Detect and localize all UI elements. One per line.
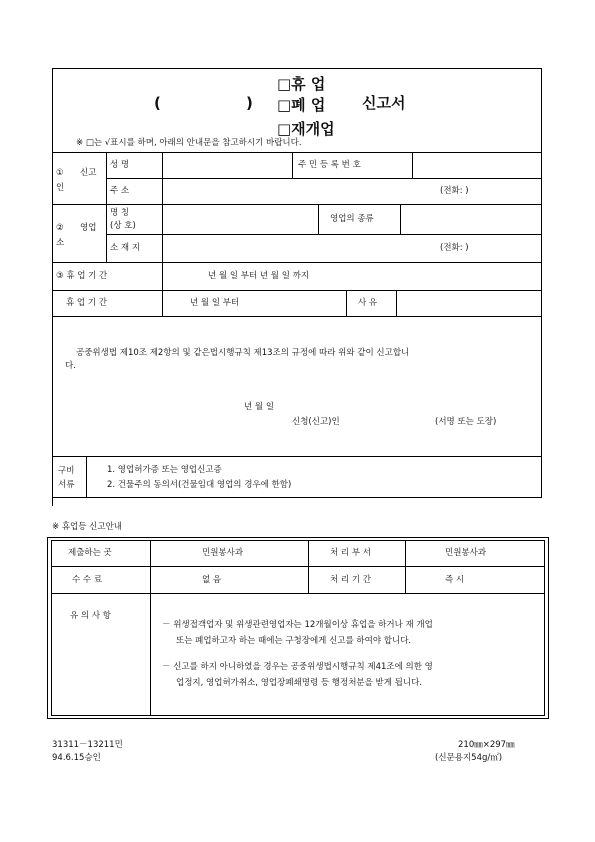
form-title: 신고서 <box>362 94 406 112</box>
business-phone: (전화: ) <box>440 243 469 253</box>
title-paren-close: ) <box>246 94 253 112</box>
period-row2-label: 휴 업 기 간 <box>66 298 107 308</box>
footer-paper: (신문용지54g/㎡) <box>435 753 503 763</box>
business-location-field[interactable] <box>163 235 433 261</box>
rule <box>292 152 293 178</box>
documents-label-a: 구비 <box>58 466 75 476</box>
rule <box>86 456 87 498</box>
reporter-name-label: 성 명 <box>110 160 130 170</box>
guide-notes-label: 유 의 사 항 <box>70 611 111 621</box>
option-suspend[interactable]: □휴 업 <box>277 75 326 93</box>
business-label-b: 소 <box>56 238 65 248</box>
rule <box>318 204 319 234</box>
rule <box>51 566 545 567</box>
option-reopen[interactable]: □재개업 <box>277 120 335 138</box>
reporter-num: ① <box>56 168 64 178</box>
reporter-address-field[interactable] <box>163 179 433 203</box>
business-num: ② <box>56 223 64 233</box>
guide-note-1-line-1: － 위생접객업자 및 위생관련영업자는 12개월이상 휴업을 하거나 재 개업 <box>162 620 433 630</box>
title-paren-open: ( <box>154 94 161 112</box>
business-name-label-1: 명 칭 <box>110 208 130 218</box>
rule <box>52 262 542 263</box>
documents-label-b: 서류 <box>58 480 75 490</box>
edge-mark <box>52 498 53 506</box>
guide-note-2-line-1: － 신고를 하지 아니하였을 경우는 공중위생법시행규칙 제41조에 의한 영 <box>162 662 433 672</box>
guide-note-1-line-2: 또는 폐업하고자 하는 때에는 구청장에게 신고를 하여야 합니다. <box>176 636 412 646</box>
reason-label: 사 유 <box>358 298 378 308</box>
option-close[interactable]: □폐 업 <box>277 96 326 114</box>
statement-line-2: 다. <box>65 361 76 371</box>
rule <box>106 152 107 262</box>
footer-approval: 94.6.15승인 <box>52 753 101 763</box>
guide-period-value: 즉 시 <box>445 575 465 585</box>
reporter-address-label: 주 소 <box>110 186 130 196</box>
document-item-1: 1. 영업허가증 또는 영업신고증 <box>107 465 222 475</box>
reporter-name-field[interactable] <box>163 153 291 177</box>
guide-fee-value: 없 음 <box>202 575 222 585</box>
applicant-label: 신청(신고)인 <box>292 417 340 427</box>
period-row1-label: ③ 휴 업 기 간 <box>56 271 108 281</box>
reason-field[interactable] <box>397 291 541 315</box>
guide-submit-value: 민원봉사과 <box>202 548 244 558</box>
rule <box>150 540 151 716</box>
rule <box>346 290 347 316</box>
business-type-label: 영업의 종류 <box>330 214 374 224</box>
footer-code: 31311－13211민 <box>52 740 123 750</box>
guide-heading: ※ 휴업등 신고안내 <box>52 522 123 532</box>
instruction-text: ※ □는 √표시를 하며, 아래의 안내문을 참고하시기 바랍니다. <box>76 138 302 148</box>
reporter-rrn-label: 주 민 등 록 번 호 <box>298 160 361 170</box>
reporter-phone: (전화: ) <box>440 186 469 196</box>
rule <box>405 540 406 593</box>
rule <box>52 456 542 457</box>
period-row2-value[interactable]: 년 월 일 부터 <box>190 298 240 308</box>
guide-note-2-line-2: 업정지, 영업허가취소, 영업장폐쇄명령 등 행정처분을 받게 됩니다. <box>176 678 423 688</box>
business-label-a: 영업 <box>80 223 97 233</box>
rule <box>51 593 545 594</box>
statement-date[interactable]: 년 월 일 <box>244 402 275 412</box>
guide-fee-label: 수 수 료 <box>72 575 103 585</box>
business-name-field[interactable] <box>163 205 317 233</box>
signature-label: (서명 또는 도장) <box>435 417 497 427</box>
business-name-label-2: (상 호) <box>110 221 136 231</box>
footer-size: 210㎜×297㎜ <box>458 740 515 750</box>
business-location-label: 소 재 지 <box>110 243 141 253</box>
document-item-2: 2. 건물주의 동의서(건물임대 영업의 경우에 한함) <box>107 480 292 490</box>
reporter-rrn-field[interactable] <box>413 153 541 177</box>
rule <box>52 316 542 317</box>
reporter-label-b: 인 <box>56 183 65 193</box>
option-reopen-clip <box>270 119 360 138</box>
guide-period-label: 처 리 기 간 <box>330 575 371 585</box>
business-type-field[interactable] <box>401 205 541 233</box>
guide-dept-label: 처 리 부 서 <box>330 548 371 558</box>
guide-dept-value: 민원봉사과 <box>445 548 487 558</box>
statement-line-1: 공중위생법 제10조 제2항의 및 같은법시행규칙 제13조의 규정에 따라 위와 같이 신고합니 <box>76 348 410 358</box>
guide-submit-label: 제출하는 곳 <box>68 548 112 558</box>
reporter-label-a: 신고 <box>80 168 97 178</box>
period-row1-value[interactable]: 년 월 일 부터 년 월 일 까지 <box>208 271 310 281</box>
rule <box>308 540 309 593</box>
